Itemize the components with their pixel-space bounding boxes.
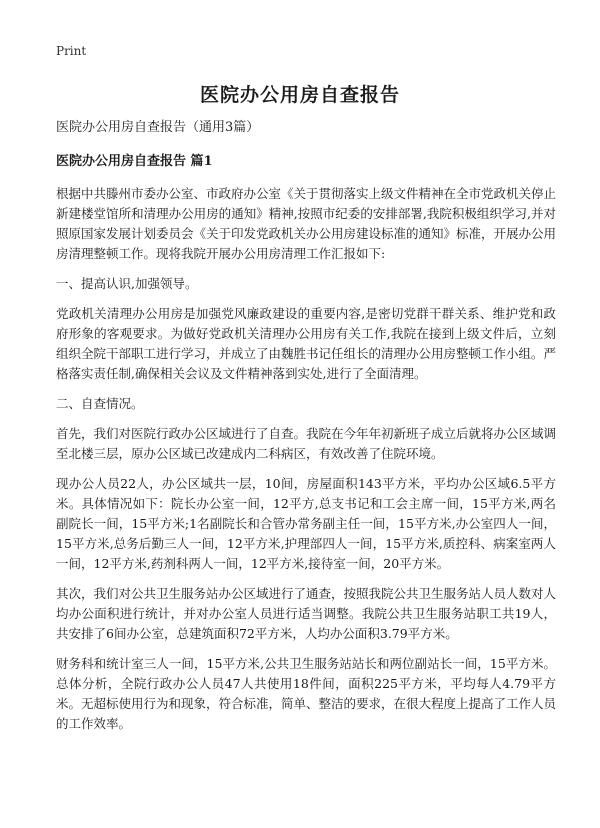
section-heading: 医院办公用房自查报告 篇1 <box>56 154 213 169</box>
document-title: 医院办公用房自查报告 <box>199 84 400 106</box>
paragraph-intro: 根据中共滕州市委办公室、市政府办公室《关于贯彻落实上级文件精神在全市党政机关停止新建楼堂馆所和清理办公用房的通知》精神,按照市纪委的安排部署,我院积极组织学习,并对照原国家发展计划委员会《关于印发党政机关办公用房建设标准的通知》标准，开展办公用房清理整顿工作。现将我院开展办公用房清理工作汇报如下: <box>56 186 557 261</box>
paragraph-first-check: 首先，我们对医院行政办公区域进行了自查。我院在今年年初新班子成立后就将办公区域调至北楼三层，原办公区域已改建成内二科病区，有效改善了住院环境。 <box>56 426 557 461</box>
paragraph-heading-2: 二、自查情况。 <box>56 396 144 411</box>
document-body <box>56 118 556 744</box>
paragraph-second-check: 其次，我们对公共卫生服务站办公区域进行了通查，按照我院公共卫生服务站人员人数对人均办公面积进行统计，并对办公室人员进行适当调整。我院公共卫生服务站职工共19人，共安排了6间办公室，总建筑面积72平方米，人均办公面积3.79平方米。 <box>56 586 557 641</box>
paragraph-summary: 财务科和统计室三人一间，15平方米,公共卫生服务站站长和两位副站长一间，15平方米。总体分析，全院行政办公人员47人共使用18件间，面积225平方米，平均每人4.79平方米。无超标使用行为和现象，符合标准，简单、整洁的要求，在很大程度上提高了工作人员的工作效率。 <box>56 656 557 731</box>
paragraph-heading-1: 一、提高认识,加强领导。 <box>56 276 198 291</box>
document-subtitle: 医院办公用房自查报告（通用3篇） <box>56 120 260 135</box>
paragraph-leadership: 党政机关清理办公用房是加强党风廉政建设的重要内容,是密切党群干群关系、维护党和政府形象的客观要求。为做好党政机关清理办公用房有关工作,我院在接到上级文件后，立刻组织全院干部职工进行学习，并成立了由魏胜书记任组长的清理办公用房整顿工作小组。严格落实责任制,确保相关会议及文件精神落到实处,进行了全面清理。 <box>56 306 557 381</box>
print-label[interactable]: Print <box>56 44 87 58</box>
paragraph-office-details: 现办公人员22人，办公区域共一层，10间，房屋面积143平方米，平均办公区域6.5平方米。具体情况如下：院长办公室一间，12平方,总支书记和工会主席一间，15平方米,两名副院长一间，15平方米;1名副院长和合管办常务副主任一间，15平方米,办公室四人一间，15平方米,总务后勤三人一间，12平方米,护理部四人一间，15平方米,质控科、病案室两人一间，12平方米,药剂科两人一间，12平方米,接待室一间，20平方米。 <box>56 476 556 571</box>
